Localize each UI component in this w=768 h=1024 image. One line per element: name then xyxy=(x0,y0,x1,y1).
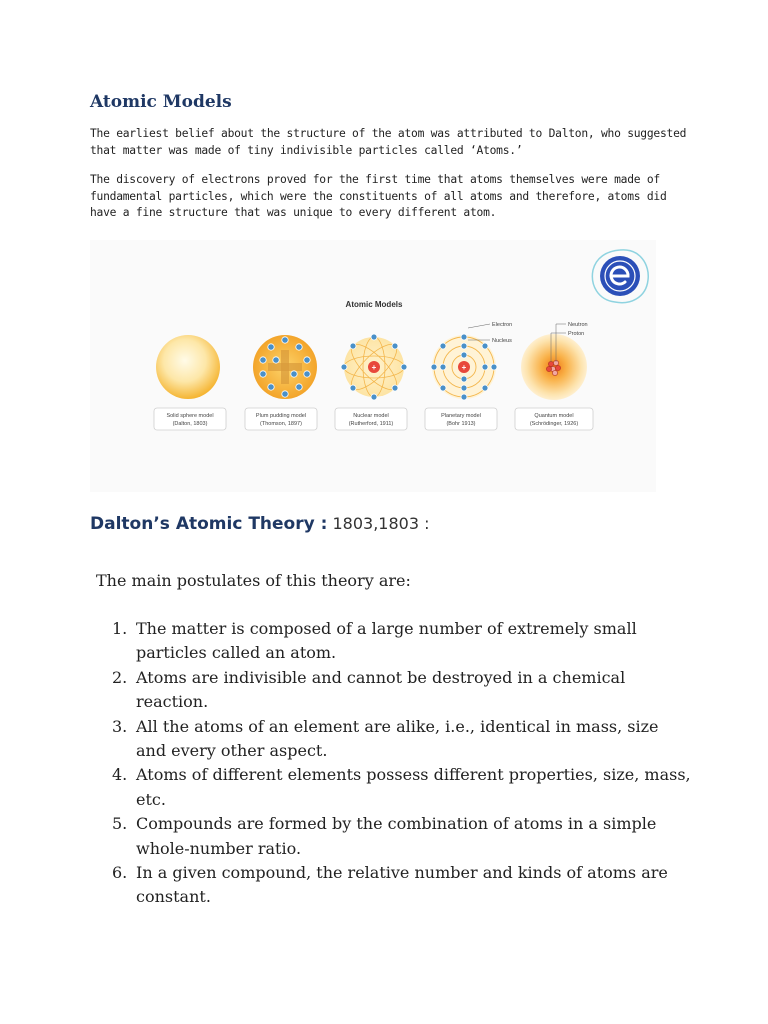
list-item-text: The matter is composed of a large number of extremely small particles called an atom. xyxy=(136,619,637,663)
svg-text:Planetary model: Planetary model xyxy=(441,413,481,419)
list-item-text: In a given compound, the relative number and kinds of atoms are constant. xyxy=(136,863,668,907)
atomic-models-illustration xyxy=(90,240,656,492)
svg-text:(Thomson, 1897): (Thomson, 1897) xyxy=(260,421,302,427)
list-item-text: All the atoms of an element are alike, i.e., identical in mass, size and every other aspect. xyxy=(136,716,659,761)
list-item-number: 2. xyxy=(112,667,128,687)
callout-proton: Proton xyxy=(568,331,585,337)
callout-neutron: Neutron xyxy=(568,322,588,328)
section-heading-atomic-models: Atomic Models xyxy=(90,92,232,112)
svg-text:(Dalton, 1803): (Dalton, 1803) xyxy=(172,421,208,427)
list-item-text: Atoms of different elements possess different properties, size, mass, etc. xyxy=(136,765,691,809)
dalton-theory-heading xyxy=(90,514,430,534)
figure-title: Atomic Models xyxy=(345,300,403,309)
list-item-number: 4. xyxy=(112,765,128,785)
svg-text:Solid sphere model: Solid sphere model xyxy=(166,413,214,419)
list-item xyxy=(112,617,692,666)
list-item-number: 1. xyxy=(112,619,128,638)
list-item-number: 6. xyxy=(112,863,128,883)
postulates-list xyxy=(112,617,692,910)
caption-quantum xyxy=(515,408,593,430)
atomic-models-figure xyxy=(90,240,656,492)
svg-text:Quantum model: Quantum model xyxy=(534,413,574,419)
caption-nuclear xyxy=(335,408,407,430)
list-item xyxy=(112,715,692,764)
svg-text:(Bohr 1913): (Bohr 1913) xyxy=(446,421,476,427)
dalton-theory-heading-years: 1803,1803 : xyxy=(327,514,430,533)
plum-pudding-atom-icon xyxy=(253,335,317,399)
postulates-intro: The main postulates of this theory are: xyxy=(96,571,411,590)
paragraph-2: The discovery of electrons proved for the first time that atoms themselves were made of fundamental particles, which were the constituents of all atoms and therefore, atoms did have a fine structure that was unique to every different atom. xyxy=(90,173,667,219)
list-item xyxy=(112,812,692,861)
callout-nucleus: Nucleus xyxy=(492,338,512,344)
svg-text:+: + xyxy=(371,363,377,372)
list-item-text: Compounds are formed by the combination of atoms in a simple whole-number ratio. xyxy=(136,814,657,858)
caption-solid-sphere xyxy=(154,408,226,430)
list-item xyxy=(112,666,692,715)
callout-electron: Electron xyxy=(492,322,513,328)
list-item-number: 5. xyxy=(112,814,128,834)
svg-text:Plum pudding model: Plum pudding model xyxy=(255,413,307,419)
nuclear-atom-icon xyxy=(341,334,407,400)
svg-text:(Rutherford, 1911): (Rutherford, 1911) xyxy=(348,421,394,427)
svg-text:Nuclear model: Nuclear model xyxy=(353,413,389,419)
list-item-number: 3. xyxy=(112,716,128,736)
caption-planetary xyxy=(425,408,497,430)
list-item xyxy=(112,763,692,812)
caption-plum-pudding xyxy=(245,408,317,430)
svg-text:(Schrödinger, 1926): (Schrödinger, 1926) xyxy=(529,421,579,427)
dalton-theory-heading-title: Dalton’s Atomic Theory : xyxy=(90,514,328,534)
svg-text:+: + xyxy=(461,363,467,372)
list-item xyxy=(112,861,692,910)
list-item-text: Atoms are indivisible and cannot be destroyed in a chemical reaction. xyxy=(136,667,626,712)
paragraph-1: The earliest belief about the structure of the atom was attributed to Dalton, who suggested that matter was made of tiny indivisible particles called ‘Atoms.’ xyxy=(90,127,687,157)
solid-sphere-atom-icon xyxy=(156,335,220,399)
